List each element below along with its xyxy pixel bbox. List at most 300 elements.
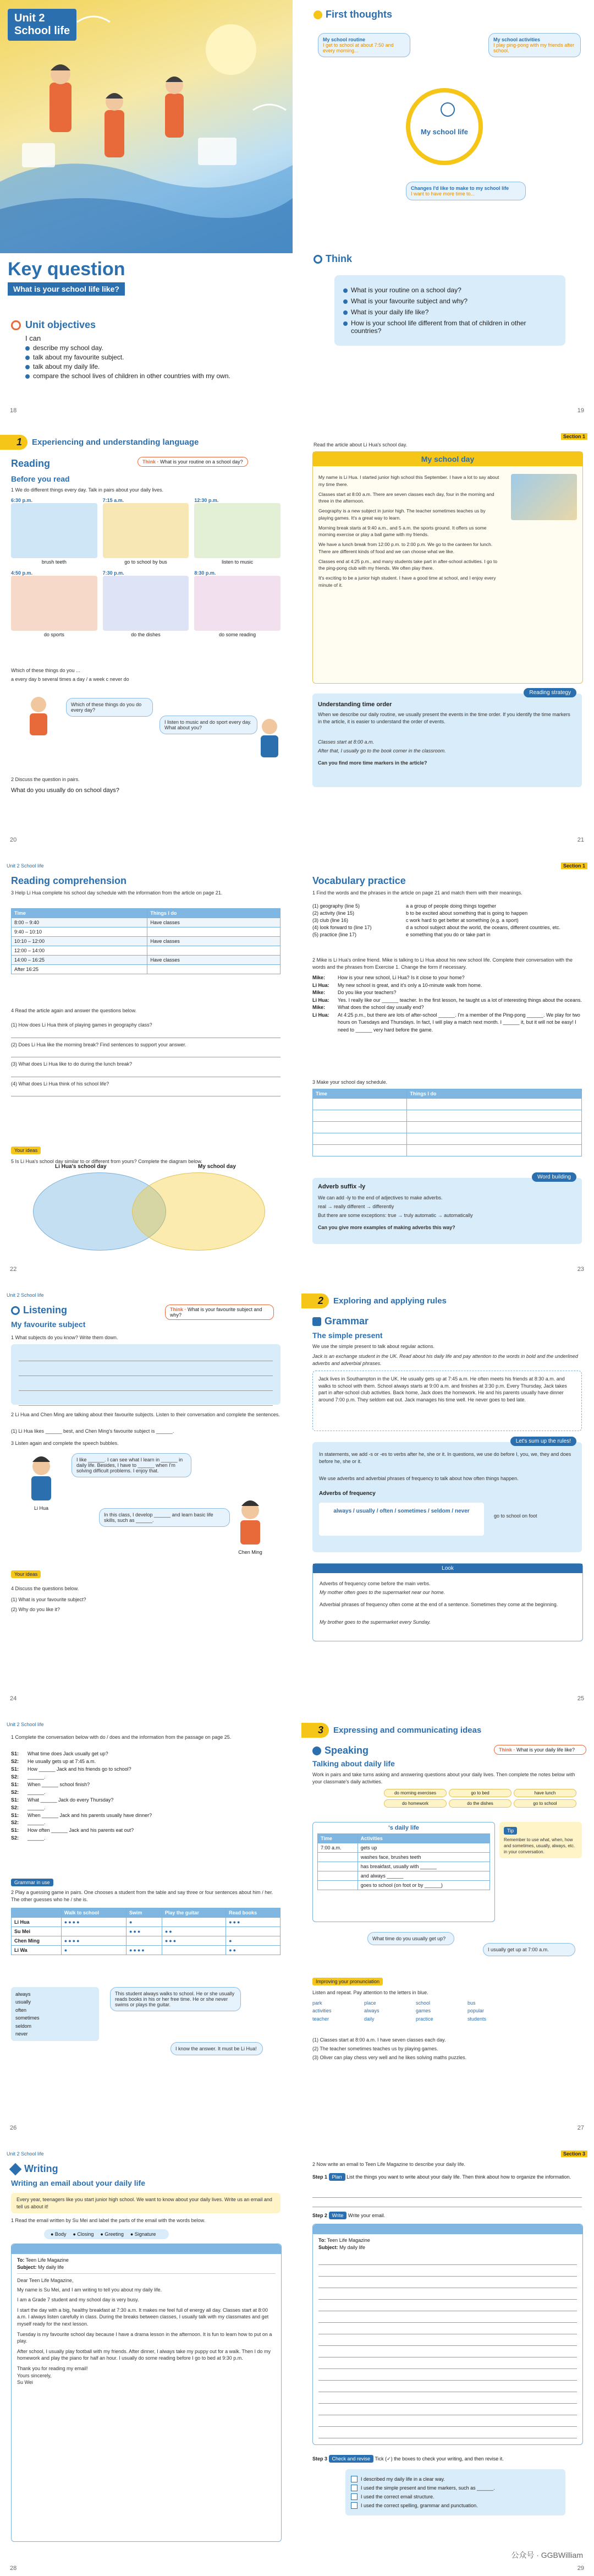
picture-image <box>194 503 280 558</box>
checklist-text: I used the correct spelling, grammar and punctuation. <box>361 2503 478 2508</box>
table-cell: and always ______ <box>358 1871 490 1881</box>
g1-text: 1 Complete the conversation below with do / does and the information from the passage on page 25. <box>11 1734 232 1740</box>
venn-diagram <box>33 1164 264 1249</box>
rc-intro: 3 Help Li Hua complete his school day schedule with the information from the article on page 21. <box>11 890 223 896</box>
table-header: Things I do <box>147 909 280 918</box>
table-cell: gets up <box>358 1843 490 1853</box>
picture-time: 8:30 p.m. <box>194 570 216 576</box>
tip-text: Remember to use what, when, how and sometimes, usually, always, etc. in your conversation. <box>504 1837 575 1854</box>
email-close: Thank you for reading my email! <box>17 2365 88 2371</box>
spread-comprehension <box>0 859 594 1277</box>
frequency-label: sometimes <box>15 2015 40 2021</box>
table-cell: ●●●● <box>61 1936 126 1946</box>
table-cell: Su Mei <box>12 1927 62 1936</box>
draft-line <box>318 2406 577 2415</box>
conversation-line <box>11 1804 280 1812</box>
section-number: 3 <box>318 1724 324 1735</box>
bubble-routine <box>318 33 410 57</box>
activity-picture <box>103 498 189 565</box>
objective-item <box>25 372 275 380</box>
label-word: ● Closing <box>73 2231 94 2237</box>
think-question: What is your daily life like? <box>516 1747 575 1753</box>
vp-intro: 1 Find the words and the phrases in the article on page 21 and match them with their meanings. <box>312 890 522 896</box>
conversation-text: ______. <box>28 1835 46 1841</box>
conversation <box>11 1750 280 1842</box>
picture-image <box>103 503 189 558</box>
article-photo <box>511 474 577 520</box>
target-icon <box>11 320 21 330</box>
your-ideas-tag <box>11 1569 41 1579</box>
table-cell: 14:00 – 16:25 <box>12 956 147 965</box>
unit-title: School life <box>14 25 70 37</box>
section-pill <box>301 1294 329 1308</box>
bullet-icon <box>25 356 30 360</box>
table-cell <box>318 1871 358 1881</box>
pron-word: bus <box>468 2000 476 2006</box>
conversation-speaker: S2: <box>11 1758 19 1764</box>
rc-question: (4) What does Li Hua think of his school life? <box>11 1080 109 1087</box>
which-question: Which of these things do you ... <box>11 668 80 673</box>
table-row <box>12 1927 280 1936</box>
mind-map <box>312 28 582 237</box>
conversation-speaker: S1: <box>11 1751 19 1756</box>
vp2-text: 2 Mike is Li Hua's online friend. Mike is talking to Li Hua about his new school life. Complete their conversation with the words and the phrases from Exercise 1. Change the form if necessary. <box>312 957 573 970</box>
activity-picture <box>11 498 97 565</box>
objectives-intro: I can <box>25 334 41 342</box>
table-cell <box>318 1862 358 1871</box>
dialog-speaker: Li Hua: <box>312 1012 329 1018</box>
word-building-tag <box>532 1172 576 1182</box>
l3-text: 3 Listen again and complete the speech bubbles. <box>11 1440 119 1446</box>
center-clock <box>406 88 483 165</box>
draft-line <box>318 2383 577 2392</box>
table-row <box>318 1843 490 1853</box>
pron-s3: (3) Oliver can play chess very well and he likes solving maths puzzles. <box>312 2055 467 2060</box>
frequency-table <box>11 1908 280 1955</box>
student-lihua <box>22 1453 61 1511</box>
table-cell: Have classes <box>147 956 280 965</box>
unit-tag: Unit 2 School life <box>7 2151 44 2157</box>
bullet-icon <box>25 374 30 379</box>
vocab-row <box>312 924 582 931</box>
your-ideas-tag <box>11 1145 41 1155</box>
section-tag-label: Section 1 <box>561 433 587 440</box>
activity-picture <box>103 570 189 637</box>
answer-bubble <box>170 2042 263 2055</box>
conversation-text: ______. <box>28 1789 46 1795</box>
table-cell <box>126 1936 162 1946</box>
draft-line <box>318 2371 577 2381</box>
checklist-item <box>351 2502 560 2509</box>
step-2-text: Write your email. <box>348 2213 386 2218</box>
diary-card <box>312 1822 495 1922</box>
dialog-speaker: Li Hua: <box>312 982 329 988</box>
bubble-changes <box>406 182 526 200</box>
bubble-activities <box>488 33 581 57</box>
conversation-text: When ______ school finish? <box>28 1781 90 1787</box>
page-26 <box>0 1717 293 2136</box>
conversation-text: What time does Jack usually get up? <box>28 1751 108 1756</box>
speech-lihua-text: I like ______. I can see what I learn in ______ in daily life. Besides, I have to ______ when I'm solving difficult problems. I enjoy that. <box>76 1457 183 1473</box>
article-paragraph: Geography is a new subject in junior high. The teacher sometimes teaches us by playing games. It's a great way to learn. <box>318 508 486 521</box>
think-title: Think <box>326 253 352 264</box>
guess-bubble-text: This student always walks to school. He or she usually reads books in his or her free time. He or she never swims or plays the guitar. <box>115 1991 235 2007</box>
step-2-label: Step 2 <box>312 2213 328 2218</box>
answer-line <box>11 1029 280 1038</box>
g2-text: 2 Play a guessing game in pairs. One chooses a student from the table and say three or four sentences about him / her. The other guesses who he / she is. <box>11 1890 273 1902</box>
picture-caption: do the dishes <box>131 632 161 637</box>
page-19 <box>301 0 594 418</box>
table-cell: 10:10 – 12:00 <box>12 937 147 946</box>
activity-picture <box>194 498 280 565</box>
draft-line <box>318 2302 577 2311</box>
schedule-table <box>11 908 280 974</box>
your-ideas-label: Your ideas <box>11 1147 41 1154</box>
draft-lines <box>318 2256 577 2438</box>
page-number: 27 <box>577 2125 584 2131</box>
checklist-box <box>345 2469 565 2515</box>
table-header: Time <box>12 909 147 918</box>
draft-line <box>318 2267 577 2277</box>
rc-question: (2) Does Li Hua like the morning break? Find sentences to support your answer. <box>11 1041 186 1047</box>
speaking-heading <box>312 1745 369 1756</box>
student-right <box>253 716 286 760</box>
vp3-text: 3 Make your school day schedule. <box>312 1079 388 1085</box>
article-title-text: My school day <box>421 455 475 463</box>
strategy-tag <box>524 688 576 697</box>
dialog-line <box>312 1004 582 1012</box>
bullet-icon <box>343 321 348 326</box>
email-subject-label: Subject: <box>17 2264 37 2270</box>
email-to-label: To: <box>17 2257 25 2263</box>
pron-s2: (2) The teacher sometimes teaches us by playing games. <box>312 2046 438 2051</box>
page-number: 21 <box>577 837 584 843</box>
table-cell: 8:00 – 9:40 <box>12 918 147 927</box>
picture-time: 7:30 p.m. <box>102 570 124 576</box>
l1-text: 1 What subjects do you know? Write them down. <box>11 1335 118 1340</box>
page-27 <box>301 1717 594 2136</box>
dialog-line <box>312 989 582 997</box>
fav-title: My favourite subject <box>11 1320 86 1329</box>
bubble-reply-text: I usually get up at 7:00 a.m. <box>488 1947 549 1952</box>
page-20 <box>0 429 293 848</box>
answer-bubble-text: I know the answer. It must be Li Hua! <box>175 2046 257 2051</box>
article-box <box>312 451 583 684</box>
checkbox[interactable] <box>351 2493 358 2500</box>
suffix-text: We can add -ly to the end of adjectives to make adverbs. <box>318 1195 443 1200</box>
unit-banner <box>8 9 76 41</box>
table-cell: Li Wa <box>12 1946 62 1955</box>
watermark: 公众号 · GGBWilliam <box>511 2551 583 2559</box>
rc-question: (3) What does Li Hua like to do during the lunch break? <box>11 1061 133 1067</box>
strategy-tag-text: Reading strategy <box>529 690 571 696</box>
checklist-item <box>351 2485 560 2491</box>
strategy-question: Can you find more time markers in the article? <box>318 760 427 766</box>
section-pill <box>301 1723 329 1738</box>
picture-image <box>194 576 280 631</box>
table-header-row <box>12 909 280 918</box>
conversation-line <box>11 1750 280 1758</box>
rc-q-intro: 4 Read the article again and answer the questions below. <box>11 1008 137 1013</box>
activity-picture <box>11 570 97 637</box>
step-2 <box>312 2212 582 2219</box>
l4-text: 4 Discuss the questions below. <box>11 1586 79 1591</box>
table-cell: ●●●● <box>126 1946 162 1955</box>
diary-table <box>317 1833 490 1890</box>
venn-right <box>132 1172 265 1251</box>
think-questions <box>343 286 557 335</box>
objectives-list <box>25 344 275 380</box>
grammar-in-use-tag <box>11 1877 53 1887</box>
l4-q2: (2) Why do you like it? <box>11 1607 61 1612</box>
article-paragraph: We have a lunch break from 12:00 p.m. to 2:00 p.m. We go to the canteen for lunch. There are different kinds of food and we can choose what we like. <box>318 542 493 554</box>
label-words <box>44 2229 169 2239</box>
article-paragraph: Classes end at 4:25 p.m., and many students take part in after-school activities. I go to the ping-pong club with my friends. We often play there. <box>318 558 498 571</box>
draft-line <box>318 2325 577 2334</box>
draft-line <box>318 2429 577 2438</box>
think-question-item <box>343 319 557 335</box>
picture-image <box>11 503 97 558</box>
conversation-text: ______. <box>28 1804 46 1810</box>
picture-caption: do some reading <box>219 632 256 637</box>
conversation-text: He usually gets up at 7:45 a.m. <box>28 1758 96 1764</box>
table-row <box>12 965 280 974</box>
grammar-in-use-label: Grammar in use <box>11 1879 53 1886</box>
adverb-scale <box>319 1503 484 1536</box>
email-paragraph: Tuesday is my favourite school day because I have a drama lesson in the afternoon. It is fun to learn how to put on a play. <box>17 2331 272 2344</box>
step-3-text: Tick (✓) the boxes to check your writing, and then revise it. <box>375 2456 504 2462</box>
student-chenming <box>231 1497 270 1555</box>
gram-text-box <box>312 1371 582 1431</box>
pron-word: always <box>364 2008 380 2014</box>
picture-caption: brush teeth <box>41 559 67 565</box>
email-greeting: Dear Teen Life Magazine, <box>17 2278 74 2283</box>
dialog-line <box>312 1012 582 1034</box>
spread-writing <box>0 2147 594 2576</box>
page-23 <box>301 859 594 1277</box>
vocab-meaning: c work hard to get better at something (e.g. a sport) <box>406 918 519 924</box>
mic-icon <box>312 1747 321 1755</box>
draft-line <box>318 2394 577 2404</box>
suffix-text-2: But there are some exceptions: true → truly automatic → automatically <box>318 1213 473 1218</box>
table-cell: ●●● <box>226 1918 280 1927</box>
conversation-text: ______. <box>28 1773 46 1780</box>
look-2: Adverbial phrases of frequency often come at the end of a sentence. Sometimes they come at the beginning. <box>320 1602 558 1607</box>
exercise-2: 2 Discuss the question in pairs. <box>11 777 80 782</box>
frequency-label: usually <box>15 1999 31 2005</box>
email-paragraph: My name is Su Mei, and I am writing to tell you about my daily life. <box>17 2286 162 2293</box>
picture-caption: listen to music <box>222 559 254 565</box>
think-question-text: What is your routine on a school day? <box>351 286 461 294</box>
look-title: Look <box>313 1564 582 1573</box>
w-title: Writing an email about your daily life <box>11 2179 146 2187</box>
step-3-tag: Check and revise <box>329 2455 374 2463</box>
student-left <box>22 694 55 738</box>
conversation-speaker: S2: <box>11 1773 19 1780</box>
bubble-changes-title: Changes I'd like to make to my school life <box>411 185 509 191</box>
section-number: 1 <box>16 436 23 447</box>
objectives-title: Unit objectives <box>25 319 96 330</box>
table-row <box>12 1936 280 1946</box>
vocab-row <box>312 917 582 924</box>
key-question-sub: What is your school life like? <box>8 282 125 296</box>
table-header-row <box>12 1908 280 1918</box>
conversation-line <box>11 1789 280 1797</box>
draft-line <box>318 2337 577 2346</box>
table-cell: Have classes <box>147 918 280 927</box>
table-header-row <box>318 1834 490 1843</box>
dialog-speaker: Li Hua: <box>312 997 329 1003</box>
objective-text: talk about my favourite subject. <box>33 353 124 361</box>
unit-tag: Unit 2 School life <box>7 863 44 869</box>
pron-word: teacher <box>312 2016 329 2022</box>
talk-title: Talking about daily life <box>312 1759 395 1768</box>
l4-q1: (1) What is your favourite subject? <box>11 1597 86 1602</box>
conversation-speaker: S2: <box>11 1804 19 1810</box>
bullet-icon <box>343 310 348 315</box>
email-paragraph: I start the day with a big, healthy breakfast at 7:30 a.m. It makes me feel full of energy all day. Classes start at 8:00 a.m. I always listen carefully in class. During the breaks between classes, I usually talk with my classmates and get myself ready for the next lesson. <box>17 2307 269 2327</box>
rules-box <box>312 1438 582 1552</box>
exercise-2-question: What do you usually do on school days? <box>11 787 119 794</box>
gram-title: The simple present <box>312 1331 383 1340</box>
spread-reading <box>0 429 594 848</box>
label-word: ● Signature <box>130 2231 156 2237</box>
center-label: My school life <box>421 128 468 136</box>
pron-word: activities <box>312 2008 332 2014</box>
adverb-arrow-label: go to school on foot <box>494 1513 537 1519</box>
table-cell: has breakfast, usually with ______ <box>358 1862 490 1871</box>
think-box <box>334 275 565 346</box>
conversation-text: How ______ Jack and his friends go to school? <box>28 1766 131 1772</box>
draft-toolbar <box>313 2224 582 2234</box>
section-tag <box>561 434 587 439</box>
table-row <box>12 1946 280 1955</box>
schedule-header-time: Time <box>313 1089 407 1099</box>
adverb-scale-text: always / usually / often / sometimes / seldom / never <box>333 1508 470 1514</box>
draft-line <box>318 2417 577 2427</box>
conversation-line <box>11 1773 280 1781</box>
table-cell: Have classes <box>147 937 280 946</box>
vocab-word: (3) club (line 16) <box>312 918 349 924</box>
unit-tag: Unit 2 School life <box>7 1722 44 1727</box>
label-word: ● Greeting <box>100 2231 124 2237</box>
think-tag: Think · What is your routine on a school day? <box>138 457 248 467</box>
activity-pictures <box>11 498 280 637</box>
objective-text: compare the school lives of children in other countries with my own. <box>33 372 230 380</box>
article-title <box>313 452 582 466</box>
bubble-question-text: Which of these things do you do every day? <box>71 702 142 713</box>
table-row <box>318 1853 490 1862</box>
bubble-question <box>66 698 153 717</box>
look-1-example: My mother often goes to the supermarket near our home. <box>320 1590 446 1595</box>
step-1 <box>312 2173 582 2181</box>
pron-tag <box>312 1976 383 1986</box>
frequency-label: seldom <box>15 2023 32 2029</box>
exercise-1: 1 We do different things every day. Talk in pairs about your daily lives. <box>11 487 163 493</box>
writing-title: Writing <box>24 2163 58 2174</box>
think-question: What is your routine on a school day? <box>160 459 243 465</box>
section-bar <box>301 1723 481 1737</box>
table-cell: ●●● <box>162 1936 226 1946</box>
draft-line <box>318 2290 577 2300</box>
my-schedule-table <box>312 1089 582 1156</box>
conversation-speaker: S2: <box>11 1820 19 1826</box>
table-header: Walk to school <box>61 1908 126 1918</box>
dialog-text: How is your new school, Li Hua? Is it close to your home? <box>338 975 465 980</box>
listening-title: Listening <box>23 1305 67 1316</box>
answer-line <box>11 1068 280 1077</box>
table-cell: 12:00 – 14:00 <box>12 946 147 956</box>
conversation-line <box>11 1797 280 1804</box>
unit-tag: Unit 2 School life <box>7 1292 44 1298</box>
draft-to: Teen Life Magazine <box>327 2237 370 2243</box>
table-cell: ● <box>61 1946 126 1955</box>
objective-item <box>25 363 275 370</box>
word-building-tag-text: Word building <box>537 1174 571 1180</box>
table-row <box>318 1862 490 1871</box>
section-tag-label: Section 3 <box>561 2151 587 2157</box>
reading-strategy <box>312 690 582 787</box>
frequency-legend <box>11 1987 99 2041</box>
section-pill <box>0 435 28 450</box>
your-ideas-label: Your ideas <box>11 1570 41 1578</box>
dialog-text: What does the school day usually end? <box>338 1005 424 1010</box>
conversation-speaker: S1: <box>11 1781 19 1787</box>
think-question-text: What is your favourite subject and why? <box>351 297 468 305</box>
spread-grammar-speaking <box>0 1717 594 2136</box>
table-cell: Chen Ming <box>12 1936 62 1946</box>
think-question-text: What is your daily life like? <box>351 308 429 316</box>
think-tag: Think · What is your favourite subject and why? <box>165 1305 274 1320</box>
dialog-line <box>312 997 582 1005</box>
vocab-row <box>312 903 582 910</box>
gram-intro: We use the simple present to talk about regular actions. <box>312 1344 435 1349</box>
frequency-legend-list <box>15 1990 95 2038</box>
conversation-speaker: S1: <box>11 1797 19 1803</box>
rule-1: In statements, we add -s or -es to verbs after he, she or it. In questions, we use do before I, you, we, they and does before he, she or it. <box>319 1451 571 1464</box>
draft-line <box>318 2348 577 2357</box>
section-number: 2 <box>318 1295 324 1306</box>
email-closing: Yours sincerely, <box>17 2372 52 2378</box>
email-subject: My daily life <box>38 2264 64 2270</box>
spread-listening-grammar <box>0 1288 594 1706</box>
bubble-changes-text: I want to have more time to... <box>411 191 475 197</box>
checkbox[interactable] <box>351 2502 358 2509</box>
draft-line <box>318 2313 577 2323</box>
dialog-text: Do you like your teachers? <box>338 990 397 995</box>
page-number: 20 <box>10 837 17 843</box>
checkbox[interactable] <box>351 2476 358 2482</box>
vocab-meaning: a a group of people doing things together <box>406 903 497 909</box>
dialog-text: My new school is great, and it's only a 10-minute walk from home. <box>338 982 482 988</box>
conversation-speaker: S1: <box>11 1812 19 1818</box>
table-cell: ●●● <box>126 1927 162 1936</box>
table-header: Swim <box>126 1908 162 1918</box>
headphones-icon <box>11 1306 20 1315</box>
schedule-header-things: Things I do <box>407 1089 582 1099</box>
article-paragraph: My name is Li Hua. I started junior high school this September. I have a lot to say about my time there. <box>318 474 499 487</box>
name-lihua: Li Hua <box>34 1505 48 1511</box>
pron-word: practice <box>416 2016 433 2022</box>
table-cell: After 16:25 <box>12 965 147 974</box>
checkbox[interactable] <box>351 2485 358 2491</box>
objectives <box>11 319 275 381</box>
pron-word: popular <box>468 2008 485 2014</box>
email-toolbar <box>12 2244 281 2254</box>
page-number: 25 <box>577 1695 584 1702</box>
objective-text: talk about my daily life. <box>33 363 100 370</box>
draft-subject: My daily life <box>339 2245 366 2250</box>
